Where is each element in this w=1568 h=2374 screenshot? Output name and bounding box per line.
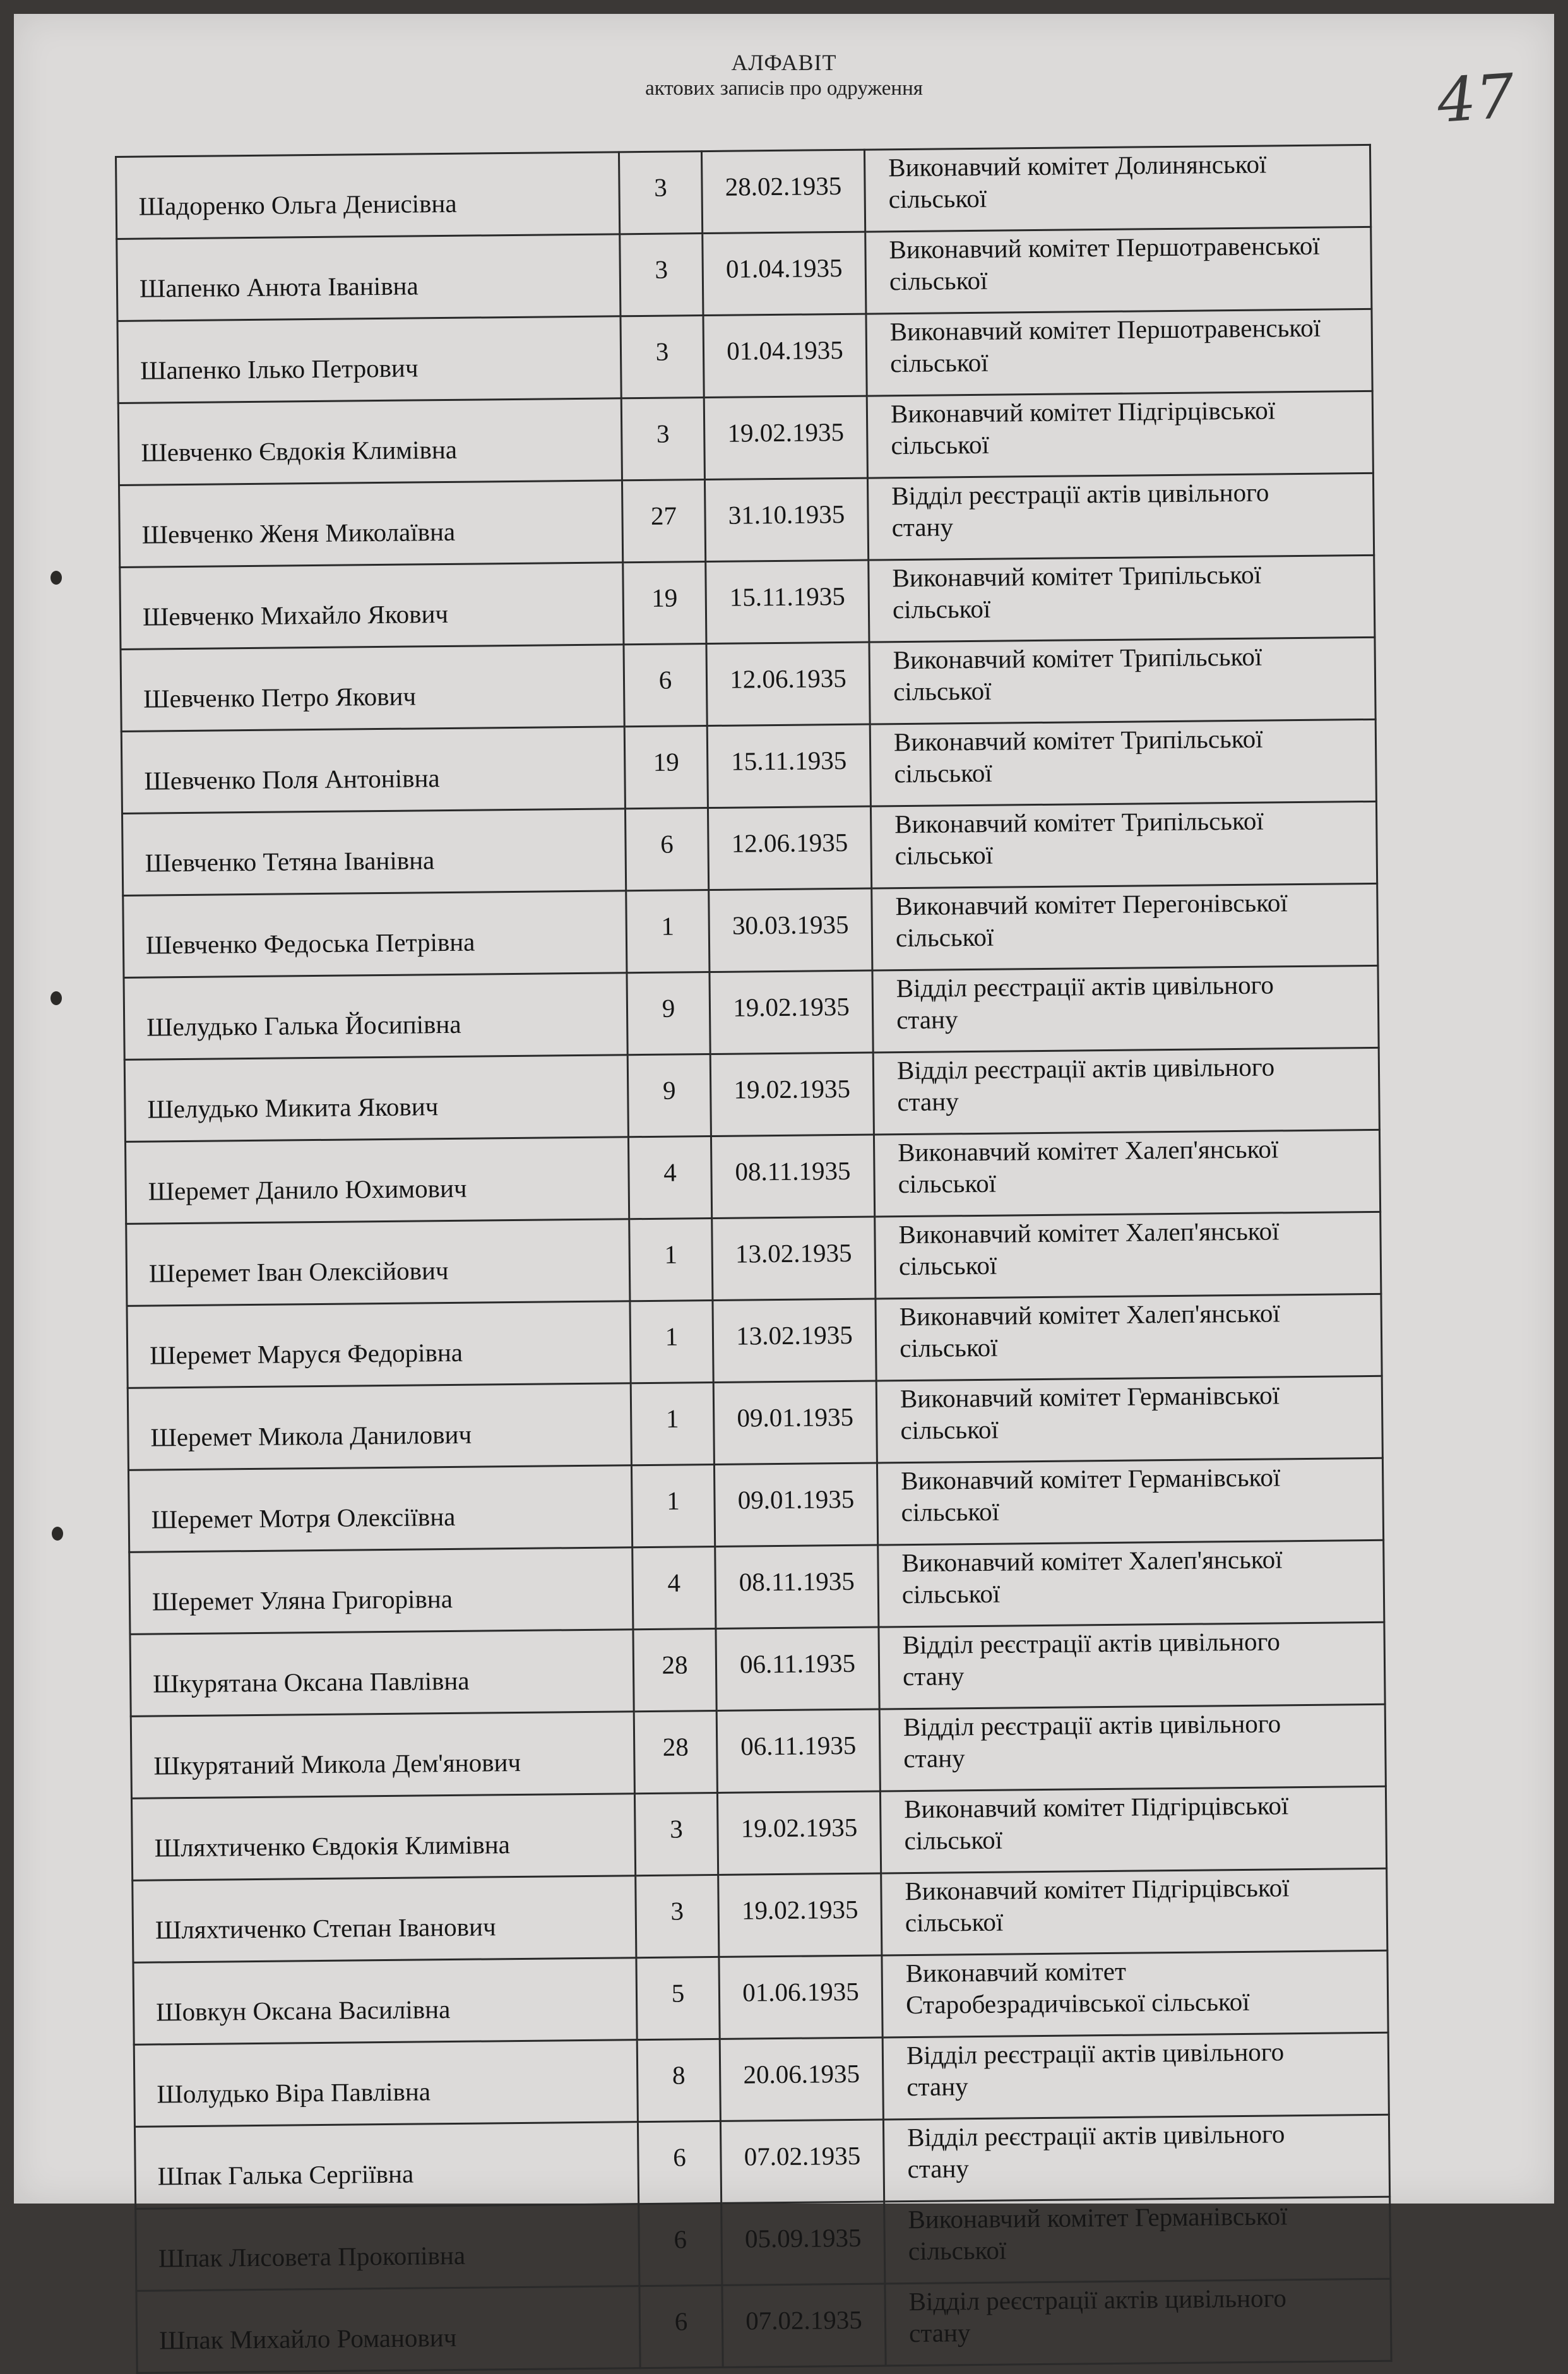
registry-office-line: Виконавчий комітет Халеп'янської [901, 1544, 1283, 1578]
record-registry-office [876, 1294, 1382, 1381]
registry-office-line: Виконавчий комітет Трипільської [894, 806, 1264, 839]
record-date: 28.02.1935 [701, 150, 865, 233]
registry-office-line: стану [896, 1005, 958, 1035]
registry-office-line: стану [908, 2318, 971, 2348]
record-date: 13.02.1935 [713, 1299, 876, 1382]
registry-office-line: сільської [904, 1825, 1003, 1856]
table-row [118, 391, 1373, 485]
record-number: 8 [637, 2039, 720, 2121]
record-name: Шляхтиченко Євдокія Климівна [131, 1794, 635, 1881]
record-name: Шпак Галька Сергіївна [134, 2122, 638, 2209]
table-row [119, 473, 1374, 567]
registry-office-line: Виконавчий комітет Германівської [900, 1380, 1280, 1414]
registry-office-line: сільської [900, 1414, 999, 1445]
record-name: Шпак Михайло Романович [136, 2286, 640, 2373]
record-number: 4 [628, 1136, 711, 1219]
record-date: 01.04.1935 [703, 314, 867, 397]
table-row [116, 145, 1371, 239]
record-registry-office [882, 2032, 1389, 2120]
folio-number: 47 [1435, 60, 1517, 137]
document-page [14, 14, 1554, 2354]
record-number: 19 [623, 562, 706, 645]
record-name: Шеремет Уляна Григорівна [129, 1548, 633, 1635]
record-registry-office [885, 2279, 1391, 2366]
record-date: 31.10.1935 [704, 478, 868, 561]
record-date: 05.09.1935 [722, 2202, 885, 2285]
table-row [127, 1294, 1382, 1388]
record-registry-office [872, 883, 1378, 970]
record-date: 19.02.1935 [718, 1873, 882, 1957]
registry-office-line: стану [891, 512, 954, 542]
registry-office-line: Виконавчий комітет Трипільської [893, 641, 1262, 675]
record-name: Шолудько Віра Павлівна [134, 2040, 638, 2127]
record-registry-office [865, 227, 1372, 314]
registry-office-line: сільської [889, 265, 988, 296]
record-registry-office [875, 1212, 1381, 1299]
record-registry-office [873, 1047, 1379, 1135]
table-row [133, 1868, 1387, 1962]
registry-office-line: сільської [888, 183, 987, 214]
table-row [121, 637, 1375, 731]
record-number: 3 [621, 316, 704, 398]
table-row [117, 227, 1372, 321]
record-number: 4 [633, 1546, 716, 1629]
registry-office-line: Старобезрадичівської сільської [905, 1986, 1250, 2020]
registry-office-line: Виконавчий комітет Першотравенської [889, 313, 1321, 347]
record-number: 28 [633, 1628, 716, 1711]
record-date: 06.11.1935 [716, 1627, 879, 1710]
record-number: 3 [620, 234, 703, 316]
record-number: 1 [630, 1300, 713, 1383]
record-date: 01.04.1935 [703, 232, 866, 315]
registry-office-line: сільської [894, 840, 994, 871]
record-name: Шевченко Тетяна Іванівна [122, 809, 626, 896]
registry-office-line: Відділ реєстрації актів цивільного [891, 477, 1269, 511]
table-row [131, 1704, 1386, 1798]
record-registry-office [870, 801, 1377, 888]
punch-hole [50, 571, 62, 585]
record-number: 1 [629, 1218, 713, 1301]
record-registry-office [864, 145, 1370, 232]
record-number: 9 [627, 1054, 711, 1137]
record-number: 6 [638, 2121, 721, 2204]
record-registry-office [882, 1950, 1388, 2037]
table-row [130, 1622, 1385, 1716]
record-name: Шеремет Мотря Олексіївна [128, 1465, 632, 1553]
record-number: 1 [631, 1464, 715, 1547]
record-name: Шелудько Микита Якович [124, 1055, 628, 1142]
record-name: Шадоренко Ольга Денисівна [116, 152, 620, 239]
records-table [115, 144, 1393, 2374]
record-date: 09.01.1935 [713, 1381, 877, 1464]
registry-office-line: Відділ реєстрації актів цивільного [903, 1709, 1281, 1742]
record-registry-office [869, 637, 1375, 724]
record-date: 12.06.1935 [706, 642, 870, 725]
record-number: 6 [639, 2285, 723, 2368]
table-row [121, 719, 1376, 813]
record-date: 08.11.1935 [711, 1135, 874, 1218]
registry-office-line: Відділ реєстрації актів цивільного [896, 970, 1274, 1003]
registry-office-line: Відділ реєстрації актів цивільного [906, 2119, 1285, 2152]
record-name: Шевченко Поля Антонівна [121, 727, 625, 814]
table-row [128, 1376, 1382, 1470]
record-date: 06.11.1935 [716, 1709, 880, 1792]
record-date: 30.03.1935 [709, 888, 872, 972]
record-number: 6 [639, 2203, 722, 2286]
table-row [124, 965, 1379, 1059]
registry-office-line: Виконавчий комітет Халеп'янської [899, 1298, 1280, 1332]
record-name: Шапенко Анюта Іванівна [117, 234, 621, 321]
record-number: 19 [624, 726, 708, 809]
record-registry-office [876, 1376, 1382, 1463]
record-name: Шкурятаний Микола Дем'янович [131, 1712, 634, 1799]
registry-office-line: Виконавчий комітет Першотравенської [889, 230, 1320, 265]
record-registry-office [870, 719, 1376, 806]
table-row [128, 1458, 1383, 1552]
record-registry-office [867, 473, 1374, 560]
registry-office-line: Виконавчий комітет Трипільської [892, 559, 1262, 593]
record-registry-office [879, 1704, 1386, 1791]
record-number: 6 [625, 808, 708, 891]
table-row [129, 1540, 1384, 1634]
registry-office-line: стану [906, 2072, 968, 2102]
record-number: 5 [636, 1957, 720, 2039]
registry-office-line: Виконавчий комітет Підгірцівської [903, 1791, 1289, 1824]
registry-office-line: сільської [901, 1496, 1000, 1527]
record-number: 3 [621, 398, 704, 480]
record-number: 28 [634, 1710, 717, 1793]
registry-office-line: сільської [895, 922, 994, 953]
table-row [120, 555, 1375, 649]
record-date: 19.02.1935 [717, 1791, 881, 1875]
record-date: 07.02.1935 [722, 2284, 886, 2367]
registry-office-line: сільської [899, 1332, 998, 1363]
record-name: Шевченко Євдокія Климівна [118, 398, 622, 486]
record-number: 6 [624, 644, 707, 727]
table-row [117, 309, 1372, 403]
registry-office-line: Виконавчий комітет Халеп'янської [898, 1216, 1280, 1250]
record-name: Шовкун Оксана Василівна [133, 1958, 637, 2045]
record-number: 3 [634, 1792, 718, 1875]
record-date: 01.06.1935 [719, 1955, 882, 2039]
record-number: 3 [619, 152, 702, 234]
record-date: 15.11.1935 [707, 724, 870, 808]
table-row [136, 2279, 1391, 2373]
record-registry-office [866, 309, 1372, 396]
table-row [124, 1047, 1379, 1142]
record-name: Шкурятана Оксана Павлівна [130, 1630, 634, 1717]
table-row [123, 883, 1378, 977]
record-registry-office [867, 391, 1373, 478]
record-date: 15.11.1935 [706, 560, 869, 643]
record-registry-office [869, 555, 1375, 642]
record-name: Шевченко Федоська Петрівна [123, 891, 627, 978]
record-registry-office [872, 965, 1379, 1053]
registry-office-line: Виконавчий комітет Підгірцівської [890, 395, 1276, 429]
record-name: Шелудько Галька Йосипівна [124, 973, 627, 1060]
registry-office-line: сільської [889, 347, 989, 378]
registry-office-line: сільської [908, 2235, 1007, 2266]
records-table-container [115, 144, 1393, 2374]
registry-office-line: сільської [901, 1578, 1001, 1609]
record-registry-office [874, 1130, 1380, 1217]
record-name: Шевченко Михайло Якович [120, 563, 624, 650]
registry-office-line: сільської [892, 594, 991, 624]
registry-office-line: стану [903, 1743, 965, 1774]
registry-office-line: сільської [893, 676, 992, 707]
record-date: 13.02.1935 [712, 1217, 876, 1300]
record-number: 1 [626, 890, 710, 973]
table-row [125, 1130, 1380, 1224]
record-date: 08.11.1935 [715, 1545, 879, 1628]
record-number: 1 [631, 1382, 714, 1465]
registry-office-line: стану [907, 2154, 970, 2184]
registry-office-line: сільської [894, 758, 993, 789]
record-registry-office [884, 2197, 1391, 2284]
registry-office-line: стану [902, 1661, 965, 1691]
registry-office-line: сільської [898, 1250, 997, 1281]
registry-office-line: Виконавчий комітет [905, 1956, 1127, 1988]
record-registry-office [879, 1622, 1385, 1709]
registry-office-line: Відділ реєстрації актів цивільного [902, 1626, 1281, 1660]
record-name: Шеремет Маруся Федорівна [127, 1301, 631, 1388]
punch-hole [50, 991, 62, 1005]
record-number: 3 [636, 1875, 719, 1957]
record-number: 9 [627, 972, 710, 1055]
registry-office-line: Виконавчий комітет Перегонівської [895, 888, 1288, 921]
registry-office-line: Виконавчий комітет Германівської [900, 1462, 1281, 1496]
record-name: Шеремет Данило Юхимович [125, 1137, 629, 1224]
registry-office-line: Відділ реєстрації актів цивільного [908, 2283, 1287, 2317]
registry-office-line: стану [897, 1087, 959, 1117]
table-row [131, 1786, 1386, 1880]
record-date: 09.01.1935 [714, 1463, 877, 1546]
record-registry-office [883, 2115, 1389, 2202]
document-subtitle: актових записів про одруження [645, 77, 923, 100]
record-registry-office [881, 1868, 1387, 1955]
record-registry-office [877, 1458, 1383, 1545]
table-row [134, 2115, 1389, 2209]
record-number: 27 [622, 480, 705, 563]
record-date: 19.02.1935 [710, 1053, 874, 1136]
table-row [133, 1950, 1388, 2044]
registry-office-line: сільської [891, 429, 990, 460]
registry-office-line: Виконавчий комітет Підгірцівської [905, 1873, 1290, 1906]
record-registry-office [880, 1786, 1386, 1873]
record-name: Шеремет Іван Олексійович [126, 1219, 630, 1306]
record-date: 19.02.1935 [710, 970, 873, 1054]
registry-office-line: Виконавчий комітет Халеп'янської [897, 1134, 1279, 1167]
punch-hole [52, 1527, 63, 1541]
record-name: Шевченко Женя Миколаївна [119, 480, 623, 568]
registry-office-line: Виконавчий комітет Трипільської [893, 724, 1263, 757]
record-name: Шеремет Микола Данилович [128, 1383, 631, 1470]
record-date: 20.06.1935 [720, 2037, 883, 2121]
table-row [126, 1212, 1381, 1306]
record-name: Шпак Лисовета Прокопівна [136, 2204, 639, 2291]
record-date: 19.02.1935 [704, 396, 867, 479]
record-name: Шляхтиченко Степан Іванович [133, 1876, 636, 1963]
record-name: Шевченко Петро Якович [121, 645, 624, 732]
table-row [136, 2197, 1391, 2291]
registry-office-line: Відділ реєстрації актів цивільного [906, 2037, 1285, 2070]
registry-office-line: сільської [905, 1907, 1004, 1938]
record-name: Шапенко Ілько Петрович [117, 316, 621, 403]
registry-office-line: сільської [898, 1168, 997, 1199]
document-title: АЛФАВІТ [731, 50, 837, 75]
registry-office-line: Відділ реєстрації актів цивільного [896, 1052, 1275, 1085]
table-row [134, 2032, 1389, 2126]
record-registry-office [878, 1540, 1384, 1627]
registry-office-line: Виконавчий комітет Германівської [908, 2201, 1288, 2234]
record-date: 07.02.1935 [720, 2120, 884, 2203]
table-row [122, 801, 1377, 895]
record-date: 12.06.1935 [708, 806, 871, 890]
registry-office-line: Виконавчий комітет Долинянської [888, 149, 1267, 182]
